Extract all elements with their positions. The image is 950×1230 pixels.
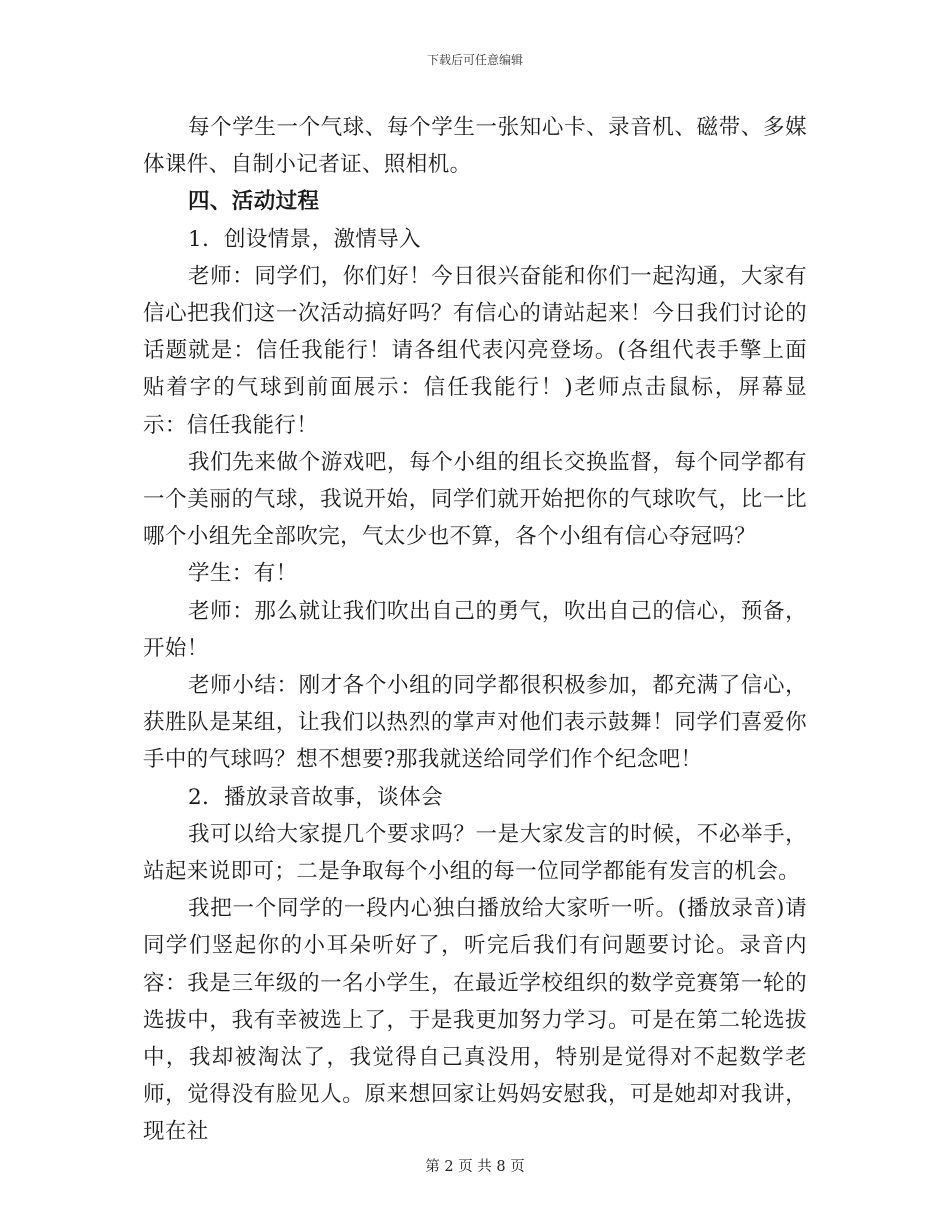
- teacher-opening-paragraph: 老师：同学们，你们好！今日很兴奋能和你们一起沟通，大家有信心把我们这一次活动搞好吗？有信心的请站起来！今日我们讨论的话题就是：信任我能行！请各组代表闪亮登场。(各组代表手擎上面贴着字的气球到前面展示：信任我能行！)老师点击鼠标，屏幕显示：信任我能行！: [143, 263, 807, 438]
- section-heading-activity-process: 四、活动过程: [188, 189, 320, 215]
- subheading-create-scenario: 1．创设情景，激情导入: [188, 226, 422, 252]
- teacher-summary-paragraph: 老师小结：刚才各个小组的同学都很积极参加，都充满了信心，获胜队是某组，让我们以热烈的掌声对他们表示鼓舞！同学们喜爱你手中的气球吗？想不想要?那我就送给同学们作个纪念吧！: [143, 673, 807, 773]
- materials-paragraph: 每个学生一个气球、每个学生一张知心卡、录音机、磁带、多媒体课件、自制小记者证、照相机。: [143, 115, 807, 178]
- teacher-start-paragraph: 老师：那么就让我们吹出自己的勇气，吹出自己的信心，预备，开始！: [143, 598, 807, 661]
- game-paragraph: 我们先来做个游戏吧，每个小组的组长交换监督，每个同学都有一个美丽的气球，我说开始，同学们就开始把你的气球吹气，比一比哪个小组先全部吹完，气太少也不算，各个小组有信心夺冠吗？: [143, 449, 807, 550]
- page-header: 下载后可任意编辑: [426, 53, 523, 67]
- student-reply-paragraph: 学生：有！: [188, 561, 298, 587]
- page-number-footer: 第 2 页 共 8 页: [425, 1159, 525, 1175]
- recording-content-paragraph: 我把一个同学的一段内心独白播放给大家听一听。(播放录音)请同学们竖起你的小耳朵听好了，听完后我们有问题要讨论。录音内容：我是三年级的一名小学生，在最近学校组织的数学竞赛第一轮的选拔中，我有幸被选上了，于是我更加努力学习。可是在第二轮选拔中，我却被淘汰了，我觉得自己真没用，特别是觉得对不起数学老师，觉得没有脸见人。原来想回家让妈妈安慰我，可是她却对我讲，现在社: [143, 896, 807, 1145]
- requirements-paragraph: 我可以给大家提几个要求吗？一是大家发言的时候，不必举手，站起来说即可；二是争取每个小组的每一位同学都能有发言的机会。: [143, 821, 807, 885]
- document-body: [143, 109, 807, 1151]
- subheading-play-recording: 2．播放录音故事，谈体会: [188, 784, 443, 810]
